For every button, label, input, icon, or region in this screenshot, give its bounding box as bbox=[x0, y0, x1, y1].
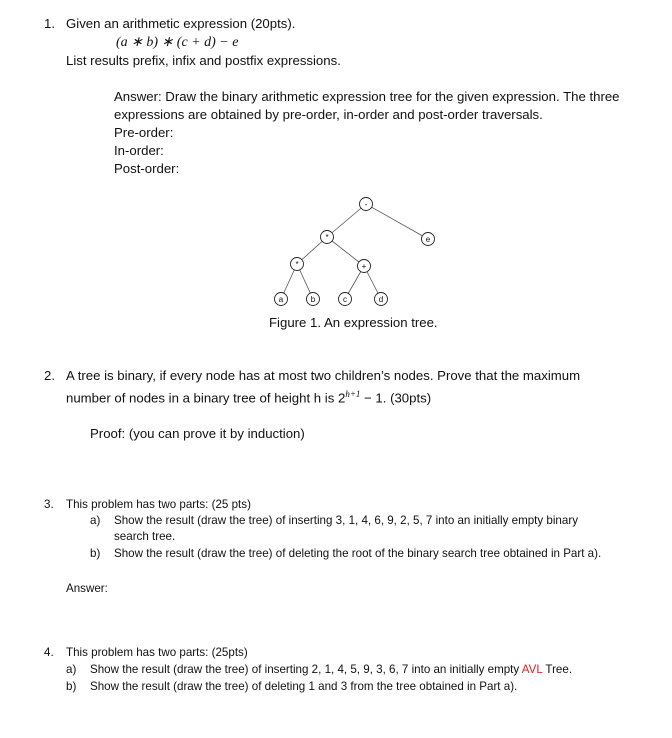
q1-number: 1. bbox=[44, 16, 55, 31]
q4-number: 4. bbox=[44, 646, 54, 659]
tree-label-plus: + bbox=[361, 262, 367, 271]
q4-avl-highlight: AVL bbox=[521, 663, 543, 676]
tree-edges bbox=[281, 204, 428, 299]
edge-mult-top-plus bbox=[327, 237, 364, 266]
expression-tree-figure bbox=[0, 0, 672, 330]
q4-a-line bbox=[90, 663, 572, 676]
q4-b-line1: Show the result (draw the tree) of deleting 1 and 3 from the tree obtained in Part a). bbox=[90, 680, 518, 693]
q3-number: 3. bbox=[44, 498, 54, 511]
figure-caption: Figure 1. An expression tree. bbox=[269, 315, 438, 330]
q2-number: 2. bbox=[44, 368, 55, 383]
q3-a-label: a) bbox=[90, 514, 101, 527]
edge-root-mult-top bbox=[327, 204, 366, 237]
q3-title: This problem has two parts: (25 pts) bbox=[66, 498, 251, 511]
q3-b-label: b) bbox=[90, 547, 101, 560]
q1-postorder-label: Post-order: bbox=[114, 161, 180, 176]
tree-label-b: b bbox=[310, 295, 316, 304]
q3-answer: Answer: bbox=[66, 582, 108, 595]
tree-label-mult-left: * bbox=[295, 260, 299, 269]
tree-label-mult-top: * bbox=[325, 233, 329, 242]
q1-title: Given an arithmetic expression (20pts). bbox=[66, 16, 296, 31]
tree-label-d: d bbox=[378, 295, 384, 304]
q2-line2-tail: − 1. (30pts) bbox=[360, 390, 432, 406]
q2-proof: Proof: (you can prove it by induction) bbox=[90, 426, 305, 441]
q3-a-line2: search tree. bbox=[114, 530, 176, 543]
edge-root-e bbox=[366, 204, 428, 239]
q1-inorder-label: In-order: bbox=[114, 143, 164, 158]
q2-line2-text: number of nodes in a binary tree of height h is 2 bbox=[66, 390, 346, 406]
q3-a-line1: Show the result (draw the tree) of inserting 3, 1, 4, 6, 9, 2, 5, 7 into an initially empty binary bbox=[114, 514, 578, 527]
q1-instruction: List results prefix, infix and postfix expressions. bbox=[66, 53, 341, 68]
q4-a-text: Show the result (draw the tree) of inserting 2, 1, 4, 5, 9, 3, 6, 7 into an initially empty bbox=[90, 663, 522, 676]
tree-label-a: a bbox=[278, 295, 284, 304]
tree-label-e: e bbox=[425, 235, 431, 244]
q3-b-line1: Show the result (draw the tree) of deleting the root of the binary search tree obtained in Part a). bbox=[114, 547, 602, 560]
q4-b-label: b) bbox=[66, 680, 77, 693]
q4-a-label: a) bbox=[66, 663, 77, 676]
q1-answer-line1: Answer: Draw the binary arithmetic expression tree for the given expression. The three bbox=[114, 89, 620, 104]
q2-exponent: h+1 bbox=[345, 389, 361, 399]
tree-label-root: - bbox=[364, 200, 368, 209]
q4-a-tail: Tree. bbox=[542, 663, 573, 676]
q1-preorder-label: Pre-order: bbox=[114, 125, 174, 140]
q1-answer-line2: expressions are obtained by pre-order, in-order and post-order traversals. bbox=[114, 107, 543, 122]
q2-line2 bbox=[66, 389, 431, 405]
q4-title: This problem has two parts: (25pts) bbox=[66, 646, 248, 659]
tree-label-c: c bbox=[343, 295, 347, 304]
q2-line1: A tree is binary, if every node has at most two children’s nodes. Prove that the maximum bbox=[66, 368, 581, 383]
q1-expression: (a ∗ b) ∗ (c + d) − e bbox=[116, 35, 239, 50]
